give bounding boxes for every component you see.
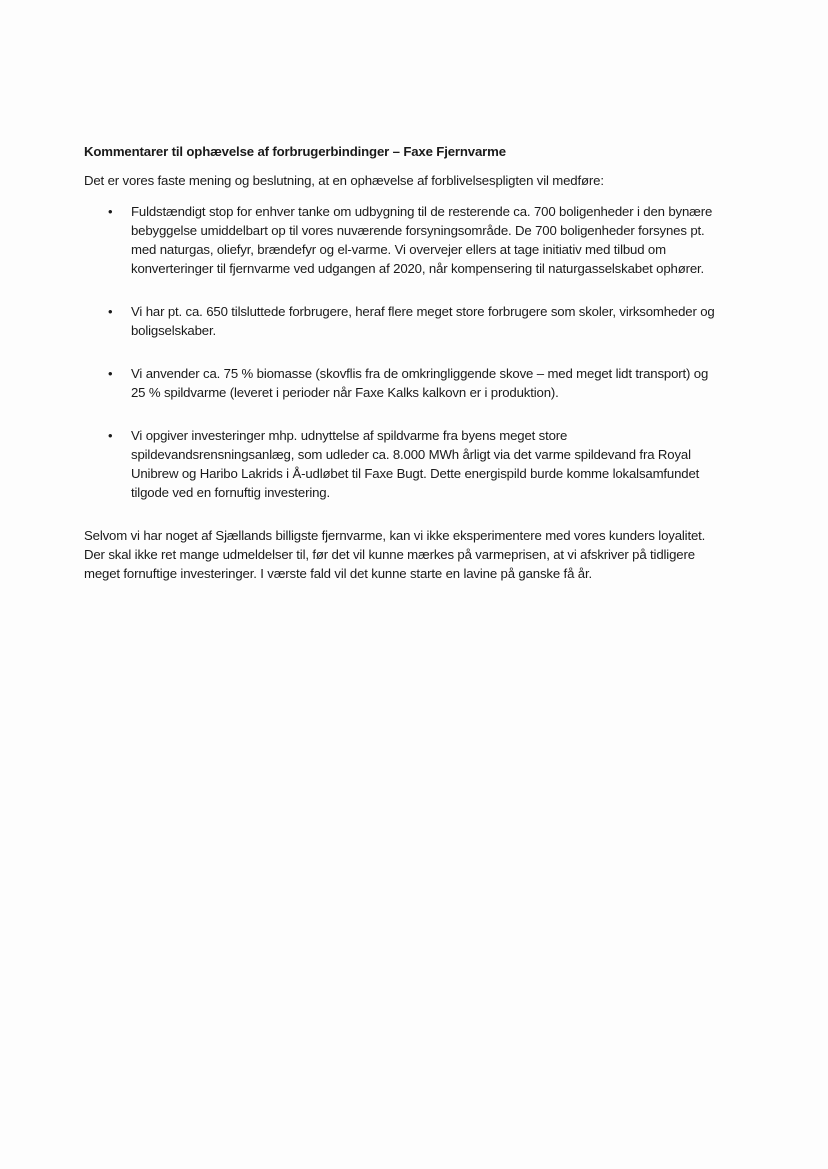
closing-paragraph: Selvom vi har noget af Sjællands billigste fjernvarme, kan vi ikke eksperimentere med vores kunders loyalitet. Der skal ikke ret mange udmeldelser til, før det vil kunne mærkes på varmeprisen, at vi afskriver på tidligere meget fornuftige investeringer. I værste fald vil det kunne starte en lavine på ganske få år.: [84, 528, 706, 581]
document-title: Kommentarer til ophævelse af forbrugerbindinger – Faxe Fjernvarme: [84, 144, 506, 159]
bullet-text: Fuldstændigt stop for enhver tanke om udbygning til de resterende ca. 700 boligenheder i den bynære bebyggelse umiddelbart op til vores nuværende forsyningsområde. De 700 boligenheder forsynes pt. med naturgas, oliefyr, brændefyr og el-varme. Vi overvejer ellers at tage initiativ med tilbud om konverteringer til fjernvarme ved udgangen af 2020, når kompensering til naturgasselskabet ophører.: [131, 204, 713, 276]
list-item: [84, 202, 724, 278]
bullet-icon: •: [108, 428, 113, 443]
document-body: [84, 142, 724, 583]
bullet-text: Vi anvender ca. 75 % biomasse (skovflis fra de omkringliggende skove – med meget lidt transport) og 25 % spildvarme (leveret i perioder når Faxe Kalks kalkovn er i produktion).: [131, 366, 709, 400]
bullet-icon: •: [108, 204, 113, 219]
bullet-icon: •: [108, 366, 113, 381]
bullet-icon: •: [108, 304, 113, 319]
bullet-list: [84, 202, 724, 502]
list-item: [84, 426, 724, 502]
list-item: [84, 364, 724, 402]
intro-paragraph: Det er vores faste mening og beslutning, at en ophævelse af forblivelsespligten vil medføre:: [84, 173, 604, 188]
list-item: [84, 302, 724, 340]
bullet-text: Vi har pt. ca. 650 tilsluttede forbrugere, heraf flere meget store forbrugere som skoler, virksomheder og boligselskaber.: [131, 304, 715, 338]
bullet-text: Vi opgiver investeringer mhp. udnyttelse af spildvarme fra byens meget store spildevandsrensningsanlæg, som udleder ca. 8.000 MWh årligt via det varme spildevand fra Royal Unibrew og Haribo Lakrids i Å-udløbet til Faxe Bugt. Dette energispild burde komme lokalsamfundet tilgode ved en fornuftig investering.: [131, 428, 700, 500]
